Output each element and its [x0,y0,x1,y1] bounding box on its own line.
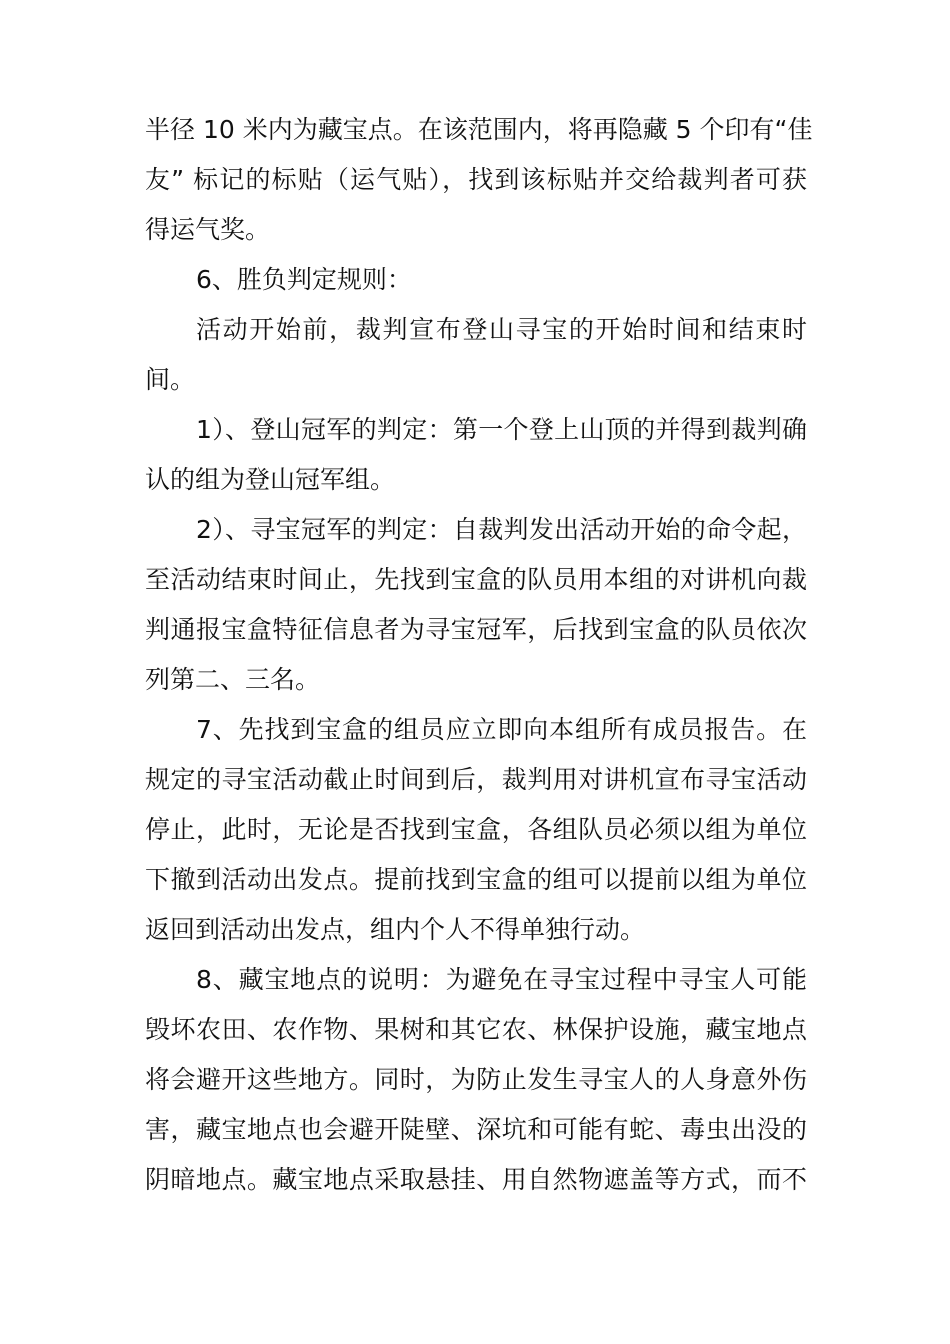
text-line: 认的组为登山冠军组。 [145,465,396,494]
text-line: 2）、寻宝冠军的判定：自裁判发出活动开始的命令起， [196,515,807,544]
text-line: 活动开始前，裁判宣布登山寻宝的开始时间和结束时 [196,315,807,344]
text-line: 将会避开这些地方。同时，为防止发生寻宝人的人身意外伤 [145,1065,807,1094]
text-line: 返回到活动出发点，组内个人不得单独行动。 [145,915,646,944]
text-line: 7、先找到宝盒的组员应立即向本组所有成员报告。在 [196,715,807,744]
section-heading: 6、胜负判定规则： [196,265,412,294]
text-line: 下撤到活动出发点。提前找到宝盒的组可以提前以组为单位 [145,865,807,894]
text-line: 间。 [145,365,196,394]
text-line: 至活动结束时间止，先找到宝盒的队员用本组的对讲机向裁 [145,565,807,594]
text-line: 友” 标记的标贴（运气贴），找到该标贴并交给裁判者可获 [145,165,807,194]
text-line: 害，藏宝地点也会避开陡壁、深坑和可能有蛇、毒虫出没的 [145,1115,807,1144]
text-line: 列第二、三名。 [145,665,321,694]
text-line: 1）、登山冠军的判定：第一个登上山顶的并得到裁判确 [196,415,807,444]
text-line: 8、藏宝地点的说明：为避免在寻宝过程中寻宝人可能 [196,965,807,994]
text-line: 毁坏农田、农作物、果树和其它农、林保护设施，藏宝地点 [145,1015,807,1044]
text-line: 阴暗地点。藏宝地点采取悬挂、用自然物遮盖等方式，而不 [145,1165,807,1194]
text-line: 得运气奖。 [145,215,271,244]
text-line: 判通报宝盒特征信息者为寻宝冠军，后找到宝盒的队员依次 [145,615,807,644]
text-line: 半径 10 米内为藏宝点。在该范围内，将再隐藏 5 个印有“佳 [145,115,813,144]
text-line: 停止，此时，无论是否找到宝盒，各组队员必须以组为单位 [145,815,807,844]
text-line: 规定的寻宝活动截止时间到后，裁判用对讲机宣布寻宝活动 [145,765,807,794]
